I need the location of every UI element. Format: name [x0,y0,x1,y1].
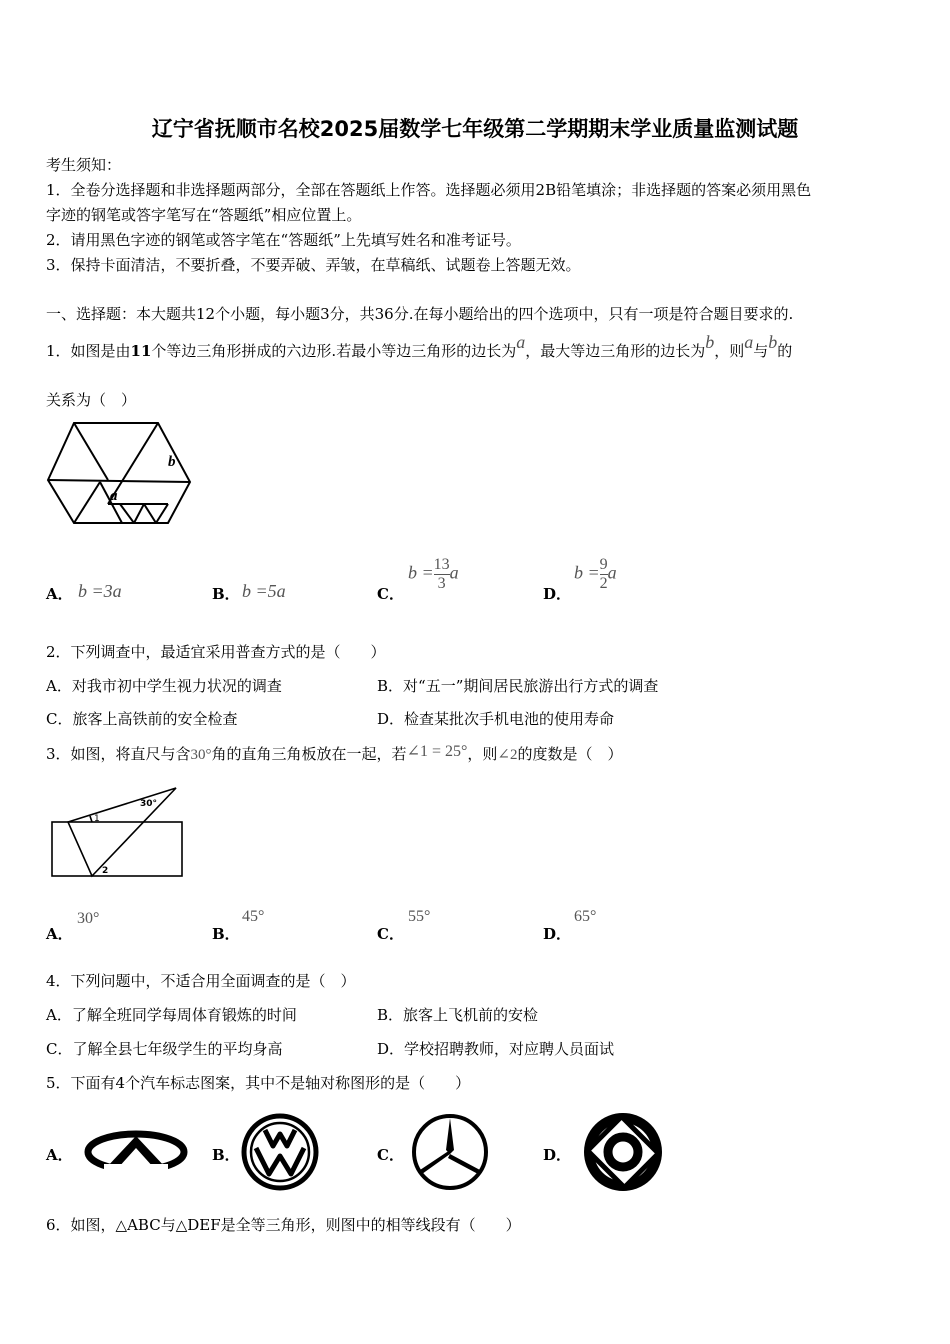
q1-c-den: 3 [437,575,446,592]
q1-option-d-value [574,556,617,593]
q3-text-4: 的度数是（ ） [517,745,623,763]
q1-var-a: a [516,332,526,352]
q6-stem: 6．如图，△ABC与△DEF是全等三角形，则图中的相等线段有（ ） [46,1216,521,1234]
fig-label-2: 2 [102,866,109,876]
fig-label-1: 1 [94,814,100,824]
q1-stem-line2: 关系为（ ） [46,391,137,409]
q3-deg30: 30° [190,747,212,763]
q4-option-b[interactable]: B．旅客上飞机前的安检 [377,1006,539,1024]
q2-option-d[interactable]: D．检查某批次手机电池的使用寿命 [377,710,615,728]
q1-text-4: ，则 [714,342,745,360]
q3-angle2: ∠2 [497,747,518,763]
q4-option-d[interactable]: D．学校招聘教师，对应聘人员面试 [377,1040,615,1058]
q1-option-d-label[interactable]: D． [543,585,572,603]
q2-option-a[interactable]: A．对我市初中学生视力状况的调查 [46,677,282,695]
q1-option-c-value [408,556,459,593]
q1-stem [46,332,793,361]
notice-line-3: 2．请用黑色字迹的钢笔或答字笔在“答题纸”上先填写姓名和准考证号。 [46,231,521,249]
q1-hexagon-figure [44,420,194,528]
q1-text-2: 个等边三角形拼成的六边形.若最小等边三角形的边长为 [151,342,517,360]
fig-label-30: 30° [140,799,158,809]
q4-option-c[interactable]: C．了解全县七年级学生的平均身高 [46,1040,283,1058]
q1-text-3: ，最大等边三角形的边长为 [525,342,706,360]
q1-option-a-value: b =3a [78,581,122,601]
notice-heading: 考生须知： [46,156,122,174]
q1-c-rhs: a [449,562,459,583]
q1-count: 11 [130,342,152,360]
q1-text-1: 1．如图是由 [46,342,131,360]
hexagon-outline [48,423,190,523]
q1-var-b2: b [768,332,778,352]
notice-line-4: 3．保持卡面清洁，不要折叠，不要弄破、弄皱，在草稿纸、试题卷上答题无效。 [46,256,581,274]
fig-label-b: b [168,454,176,470]
q3-option-c-label[interactable]: C． [377,925,404,943]
set-square [68,788,176,876]
q5-option-a-label[interactable]: A． [46,1146,73,1164]
q1-var-a2: a [744,332,754,352]
q2-stem: 2．下列调查中，最适宜采用普查方式的是（ ） [46,643,386,661]
q1-d-den: 2 [599,575,608,592]
q3-text-1: 3．如图，将直尺与含 [46,745,191,763]
q3-text-2: 角的直角三角板放在一起，若 [211,745,407,763]
dongfeng-logo-icon [582,1112,664,1192]
volkswagen-logo-icon [240,1112,320,1192]
q3-option-a-label[interactable]: A． [46,925,73,943]
q1-option-b-value: b =5a [242,581,286,601]
q3-option-c-value: 55° [408,908,431,925]
q1-d-num: 9 [599,556,608,573]
q1-var-b: b [705,332,715,352]
q4-stem: 4．下列问题中，不适合用全面调查的是（ ） [46,972,356,990]
fig-label-a: a [110,488,118,504]
q1-d-lhs: b = [574,562,600,583]
q3-option-d-value: 65° [574,908,597,925]
q1-text-6: 的 [777,342,793,360]
q3-option-b-value: 45° [242,908,265,925]
q3-stem [46,743,623,764]
q3-option-d-label[interactable]: D． [543,925,572,943]
q4-option-a[interactable]: A．了解全班同学每周体育锻炼的时间 [46,1006,297,1024]
q1-c-lhs: b = [408,562,434,583]
mercedes-logo-icon [410,1112,490,1192]
q3-angle1: ∠1 = 25° [406,743,468,760]
q1-d-rhs: a [607,562,617,583]
q3-text-3: ，则 [467,745,498,763]
q2-option-b[interactable]: B．对“五一”期间居民旅游出行方式的调查 [377,677,659,695]
q1-text-5: 与 [753,342,769,360]
notice-line-2: 字迹的钢笔或答字笔写在“答题纸”相应位置上。 [46,206,362,224]
section-heading: 一、选择题：本大题共12个小题，每小题3分，共36分.在每小题给出的四个选项中，只有一项是符合题目要求的. [46,305,794,323]
q1-option-b-label[interactable]: B． [212,585,240,603]
q1-option-a-label[interactable]: A． [46,585,73,603]
q3-option-a-value: 30° [77,910,100,927]
q5-option-c-label[interactable]: C． [377,1146,404,1164]
q5-option-b-label[interactable]: B． [212,1146,240,1164]
infiniti-logo-icon [84,1128,188,1176]
q5-option-d-label[interactable]: D． [543,1146,572,1164]
page-title: 辽宁省抚顺市名校2025届数学七年级第二学期期末学业质量监测试题 [151,117,799,141]
notice-line-1: 1．全卷分选择题和非选择题两部分，全部在答题纸上作答。选择题必须用2B铅笔填涂；非选择题的答案必须用黑色 [46,181,812,199]
q5-stem: 5．下面有4个汽车标志图案，其中不是轴对称图形的是（ ） [46,1074,471,1092]
q1-c-num: 13 [433,556,450,573]
q1-option-c-label[interactable]: C． [377,585,404,603]
q3-option-b-label[interactable]: B． [212,925,240,943]
q2-option-c[interactable]: C．旅客上高铁前的安全检查 [46,710,238,728]
q3-ruler-triangle-figure [48,784,188,880]
